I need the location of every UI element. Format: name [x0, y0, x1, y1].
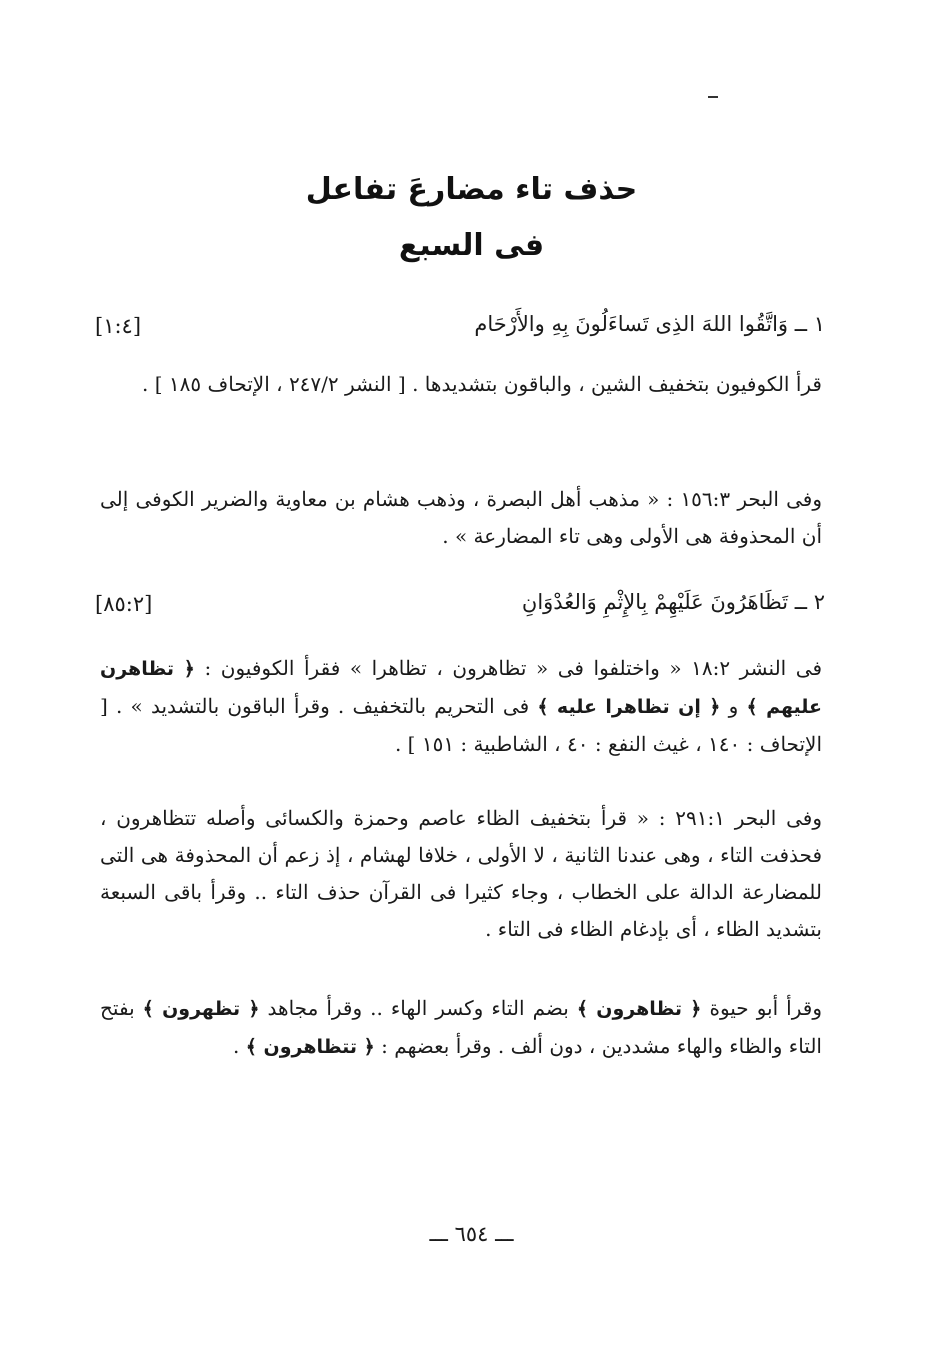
page-number: ـــ ٦٥٤ ـــ — [429, 1222, 514, 1246]
entry-1-paragraph-1 — [100, 366, 822, 403]
text-run: فى التحريم بالتخفيف . وقرأ الباقون بالتشديد » . [ الإتحاف : ١٤٠ ، غيث النفع : ٤٠ ، الشاطبية : ١٥١ ] . — [100, 694, 822, 756]
quran-quote: ﴿ إن تظاهرا عليه ﴾ — [537, 696, 721, 718]
scan-speck — [708, 96, 718, 98]
verse-2-reference: [٨٥:٢] — [95, 592, 153, 616]
text-run: وفى البحر ٢٩١:١ : « قرأ بتخفيف الظاء عاصم وحمزة والكسائى وأصله تتظاهرون ، فحذفت التاء ، وهى عندنا الثانية ، لا الأولى ، خلافا لهشام ، إذ زعم أن المحذوفة هى التى للمضارعة الدالة على الخطاب ، وجاء كثيرا فى القرآن حذف التاء .. وقرأ باقى السبعة بتشديد الظاء ، أى بإدغام الظاء فى التاء . — [100, 806, 823, 941]
text-run: بفتح التاء والظاء والهاء مشددين ، دون ألف . وقرأ بعضهم : — [100, 996, 822, 1058]
entry-2-paragraph-1 — [100, 650, 822, 763]
verse-1-text: ١ ــ وَاتَّقُوا اللهَ الذِى تَساءَلُونَ بِهِ والأَرْحَام — [474, 312, 825, 336]
verse-1-row — [95, 312, 825, 352]
text-run: قرأ الكوفيون بتخفيف الشين ، والباقون بتشديدها . [ النشر ٢٤٧/٢ ، الإتحاف ١٨٥ ] . — [142, 372, 822, 396]
verse-1-reference: [١:٤] — [95, 314, 142, 338]
page-subtitle: فى السبع — [398, 228, 545, 263]
text-run: فى النشر ١٨:٢ « واختلفوا فى « تظاهرون ، تظاهرا » فقرأ الكوفيون : — [194, 656, 823, 680]
quran-quote: ﴿ تظاهرن عليهم ﴾ — [100, 658, 823, 718]
entry-1-paragraph-2 — [100, 481, 822, 555]
quran-quote: ﴿ تتظاهرون ﴾ — [245, 1036, 375, 1058]
entry-2-paragraph-3 — [100, 990, 822, 1066]
text-run: و — [720, 694, 747, 718]
text-run: بضم التاء وكسر الهاء .. وقرأ مجاهد — [259, 996, 577, 1020]
verse-2-row — [95, 590, 825, 630]
page-title: حذف تاء مضارعَ تفاعل — [305, 172, 638, 207]
quran-quote: ﴿ تظهرون ﴾ — [142, 998, 260, 1020]
entry-2-paragraph-2 — [100, 800, 822, 948]
quran-quote: ﴿ تظاهرون ﴾ — [576, 998, 702, 1020]
text-run: وقرأ أبو حيوة — [701, 996, 822, 1020]
verse-2-text: ٢ ــ تَظَاهَرُونَ عَلَيْهِمْ بِالإِثْمِ وَالعُدْوَانِ — [521, 590, 825, 614]
text-run: وفى البحر ١٥٦:٣ : « مذهب أهل البصرة ، وذهب هشام بن معاوية والضرير الكوفى إلى أن المحذوفة هى الأولى وهى تاء المضارعة » . — [100, 487, 823, 548]
text-run: . — [233, 1034, 246, 1058]
